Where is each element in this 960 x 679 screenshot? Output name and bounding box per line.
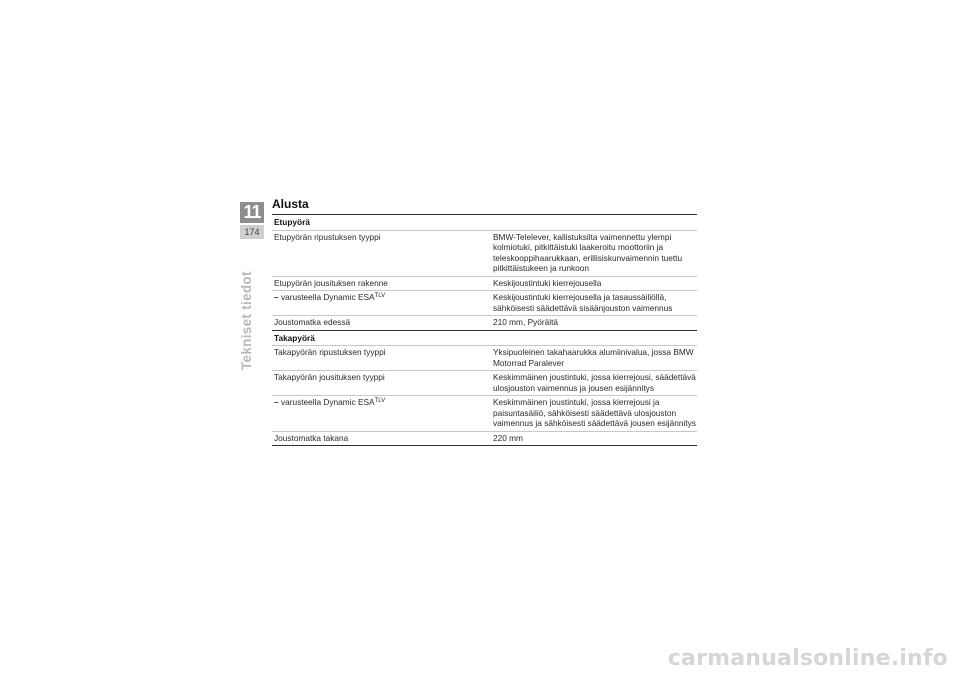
row-value: 220 mm [491,431,697,446]
table-row [272,276,697,291]
chapter-tab [240,202,264,242]
row-value: Keskimmäinen joustintuki, jossa kierrejousi ja paisuntasäiliö, sähköisesti säädettävä ulosjouston vaimennus ja sähköisesti säädettävä jousen esijännitys [491,396,697,432]
table-row [272,230,697,276]
group-header-front [272,215,697,231]
row-label-option [272,291,491,316]
watermark: carmanualsonline.info [667,646,948,671]
table-row [272,396,697,432]
row-value: Keskijoustintuki kierrejousella [491,276,697,291]
row-label: Takapyörän ripustuksen tyyppi [272,346,491,371]
group-header-rear [272,330,697,346]
rear-heading: Takapyörä [272,330,697,346]
row-value: Keskimmäinen joustintuki, jossa kierrejousi, säädettävä ulosjouston vaimennus ja jousen esijännitys [491,371,697,396]
chapter-number: 11 [240,202,264,223]
row-value: BMW-Telelever, kallistuksilta vaimennettu ylempi kolmiotuki, pitkittäistuki laakeroitu moottoriin ja teleskooppihaarukkaan, erillisiskunvaimennin tuettu pitkittäistukeen ja runkoon [491,230,697,276]
row-value: 210 mm, Pyörältä [491,316,697,331]
table-row [272,346,697,371]
row-label: varusteella Dynamic ESA [280,397,375,407]
row-label: varusteella Dynamic ESA [280,292,375,302]
row-label: Joustomatka edessä [272,316,491,331]
section-title: Alusta [272,197,309,211]
row-label: Takapyörän jousituksen tyyppi [272,371,491,396]
page-number: 174 [240,225,264,239]
chapter-side-title: Tekniset tiedot [239,271,254,370]
table-row [272,316,697,331]
table-row [272,291,697,316]
front-heading: Etupyörä [272,215,697,231]
dash-marker: – [274,397,279,407]
row-label-option [272,396,491,432]
row-label: Joustomatka takana [272,431,491,446]
spec-table [272,214,697,446]
table-row [272,431,697,446]
row-label: Etupyörän jousituksen rakenne [272,276,491,291]
row-value: Keskijoustintuki kierrejousella ja tasaussäiliöllä, sähköisesti säädettävä sisäänjouston vaimennus [491,291,697,316]
row-label: Etupyörän ripustuksen tyyppi [272,230,491,276]
option-code: TLV [374,293,386,299]
option-code: TLV [374,398,386,404]
table-row [272,371,697,396]
dash-marker: – [274,292,279,302]
row-value: Yksipuoleinen takahaarukka alumiinivalua, jossa BMW Motorrad Paralever [491,346,697,371]
